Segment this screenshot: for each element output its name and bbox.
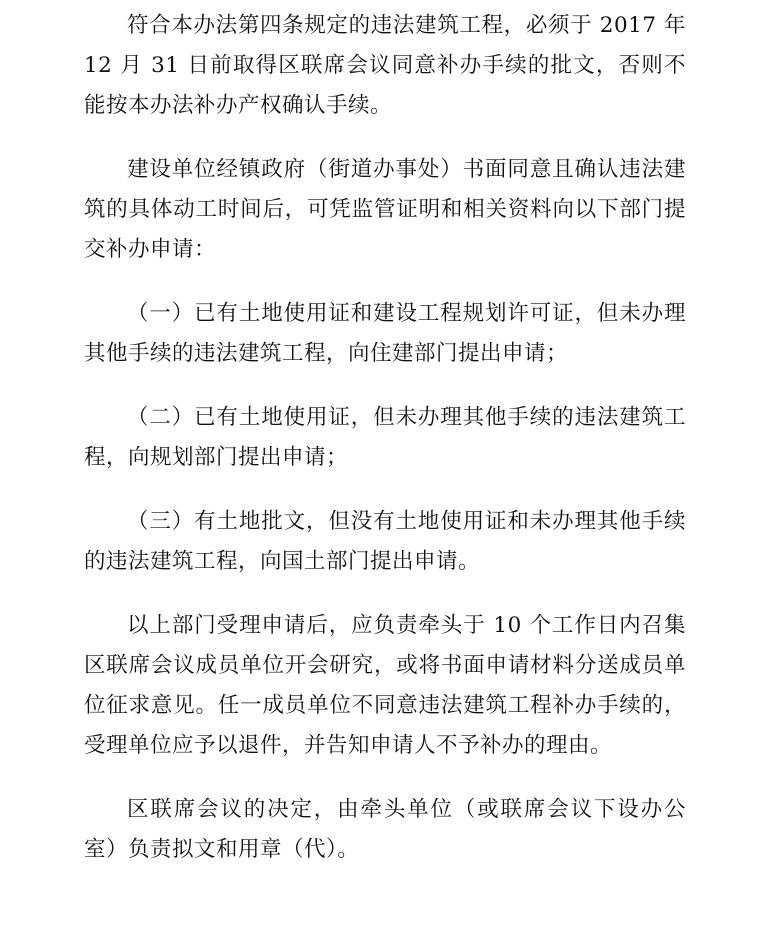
paragraph-application-procedure: 建设单位经镇政府（街道办事处）书面同意且确认违法建筑的具体动工时间后，可凭监管证明和相关资料向以下部门提交补办申请： — [84, 157, 686, 262]
paragraph-review-process: 以上部门受理申请后，应负责牵头于 10 个工作日内召集区联席会议成员单位开会研究，或将书面申请材料分送成员单位征求意见。任一成员单位不同意违法建筑工程补办手续的，受理单位应予以退件，并告知申请人不予补办的理由。 — [84, 613, 686, 758]
paragraph-item-two: （二）已有土地使用证，但未办理其他手续的违法建筑工程，向规划部门提出申请； — [84, 405, 686, 470]
paragraph-item-one: （一）已有土地使用证和建设工程规划许可证，但未办理其他手续的违法建筑工程，向住建部门提出申请； — [84, 301, 686, 366]
paragraph-deadline: 符合本办法第四条规定的违法建筑工程，必须于 2017 年 12 月 31 日前取得区联席会议同意补办手续的批文，否则不能按本办法补办产权确认手续。 — [84, 13, 686, 118]
paragraph-decision-issuance: 区联席会议的决定，由牵头单位（或联席会议下设办公室）负责拟文和用章（代）。 — [84, 797, 686, 862]
paragraph-item-three: （三）有土地批文，但没有土地使用证和未办理其他手续的违法建筑工程，向国土部门提出申请。 — [84, 509, 686, 574]
